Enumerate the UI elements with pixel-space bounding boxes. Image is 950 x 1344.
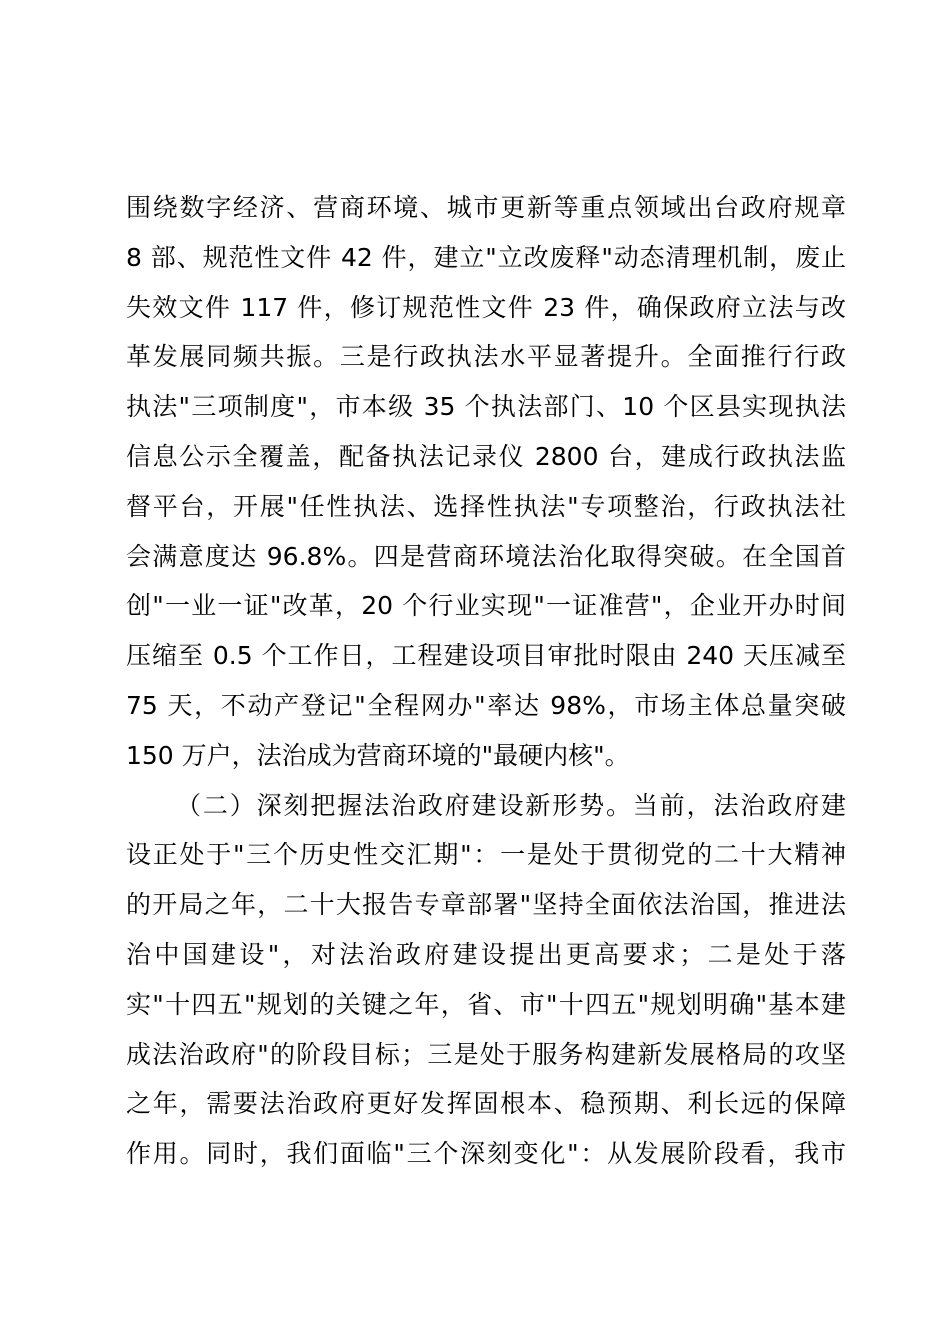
text-line: 督平台，开展"任性执法、选择性执法"专项整治，行政执法社 xyxy=(126,491,846,521)
body-text xyxy=(126,183,846,1179)
text-line: 之年，需要法治政府更好发挥固根本、稳预期、利长远的保障 xyxy=(126,1089,846,1119)
text-line: 会满意度达 96.8%。四是营商环境法治化取得突破。在全国首 xyxy=(126,541,846,571)
text-line: 围绕数字经济、营商环境、城市更新等重点领域出台政府规章 xyxy=(126,193,846,222)
text-line: 压缩至 0.5 个工作日，工程建设项目审批时限由 240 天压减至 xyxy=(126,641,846,671)
text-line: 治中国建设"，对法治政府建设提出更高要求；二是处于落 xyxy=(126,939,846,969)
text-line: 作用。同时，我们面临"三个深刻变化"：从发展阶段看，我市 xyxy=(126,1139,846,1169)
text-line: 执法"三项制度"，市本级 35 个执法部门、10 个区县实现执法 xyxy=(126,392,846,422)
text-line: 信息公示全覆盖，配备执法记录仪 2800 台，建成行政执法监 xyxy=(126,441,846,471)
text-line: 75 天，不动产登记"全程网办"率达 98%，市场主体总量突破 xyxy=(126,690,846,720)
text-line: 革发展同频共振。三是行政执法水平显著提升。全面推行行政 xyxy=(126,342,846,372)
text-line: 失效文件 117 件，修订规范性文件 23 件，确保政府立法与改 xyxy=(126,292,846,322)
text-line: 的开局之年，二十大报告专章部署"坚持全面依法治国，推进法 xyxy=(126,890,846,920)
text-line: 设正处于"三个历史性交汇期"：一是处于贯彻党的二十大精神 xyxy=(126,840,846,870)
text-line: 创"一业一证"改革，20 个行业实现"一证准营"，企业开办时间 xyxy=(126,591,846,621)
paragraph-last-line: 150 万户，法治成为营商环境的"最硬内核"。 xyxy=(126,740,630,770)
text-line: 成法治政府"的阶段目标；三是处于服务构建新发展格局的攻坚 xyxy=(126,1039,846,1069)
section-heading-line: （二）深刻把握法治政府建设新形势。当前，法治政府建 xyxy=(176,790,846,820)
text-line: 8 部、规范性文件 42 件，建立"立改废释"动态清理机制，废止 xyxy=(126,242,846,272)
text-line: 实"十四五"规划的关键之年，省、市"十四五"规划明确"基本建 xyxy=(126,989,846,1019)
